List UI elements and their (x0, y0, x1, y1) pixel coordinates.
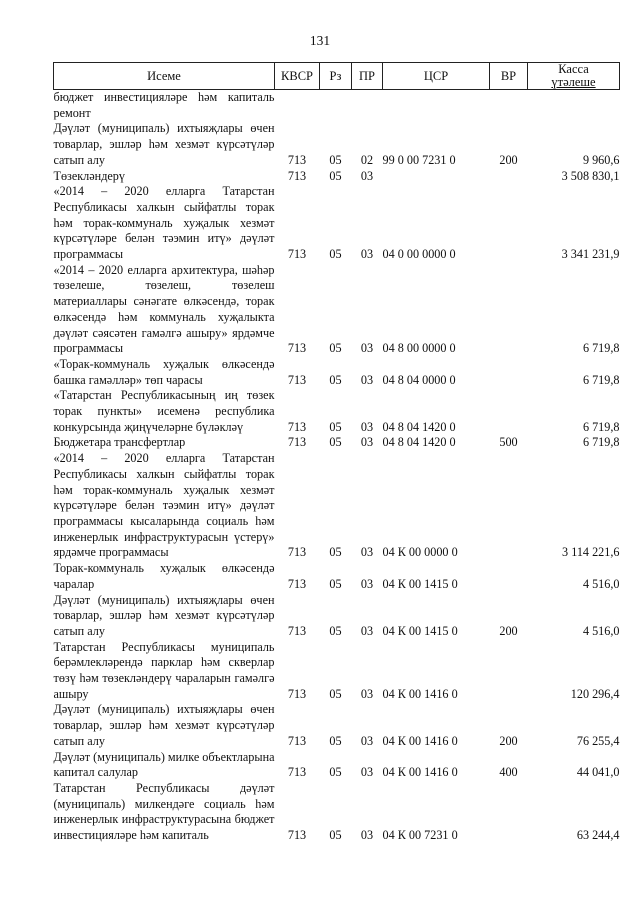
header-kassa-line2: үтәлеше (551, 75, 596, 89)
table-row (54, 184, 620, 263)
table-row (54, 357, 620, 388)
row-pr: 02 (360, 152, 374, 167)
row-vr (490, 781, 528, 844)
row-pr: 03 (360, 765, 374, 780)
row-pr: 03 (360, 828, 374, 843)
header-csr: ЦСР (383, 63, 490, 90)
row-rz: 05 (329, 765, 342, 780)
row-rz: 05 (329, 435, 342, 450)
row-vr (490, 90, 528, 122)
row-kvsr (275, 90, 320, 122)
row-vr (490, 561, 528, 592)
table-row (54, 121, 620, 168)
row-rz: 05 (329, 545, 342, 560)
row-vr: 500 (499, 435, 518, 450)
row-kvsr: 713 (287, 435, 307, 450)
table-row (54, 702, 620, 749)
row-name: Дәүләт (муниципаль) ихтыяҗлары өчен товарлар, эшләр һәм хезмәт күрсәтүләр сатып алу (53, 592, 275, 638)
header-kassa-line1: Касса (558, 62, 589, 76)
table-row (54, 90, 620, 122)
row-amount: 3 508 830,1 (561, 168, 620, 183)
row-name: Бюджетара трансфертлар (53, 435, 186, 450)
row-vr (490, 640, 528, 703)
row-name: Татарстан Республикасы муниципаль берәмлекләрендә парклар һәм скверлар төзү һәм төзекләндерү чараларын гамәлгә ашыру (53, 639, 275, 701)
row-vr (490, 357, 528, 388)
table-row (54, 593, 620, 640)
row-kvsr: 713 (287, 686, 307, 701)
row-vr: 200 (499, 152, 518, 167)
row-csr: 04 8 00 0000 0 (382, 341, 456, 356)
row-amount: 6 719,8 (582, 372, 620, 387)
row-csr (383, 169, 490, 185)
row-pr: 03 (360, 733, 374, 748)
row-vr: 200 (499, 623, 518, 638)
row-kvsr: 713 (287, 733, 307, 748)
row-vr (490, 184, 528, 263)
header-kassa (528, 63, 620, 90)
row-amount: 6 719,8 (582, 341, 620, 356)
row-amount: 9 960,6 (582, 152, 620, 167)
row-amount: 63 244,4 (576, 828, 620, 843)
header-vr: ВР (490, 63, 528, 90)
table-row (54, 640, 620, 703)
row-csr: 04 К 00 1416 0 (382, 765, 458, 780)
row-kvsr: 713 (287, 152, 307, 167)
row-amount: 120 296,4 (570, 686, 620, 701)
row-name: Дәүләт (муниципаль) ихтыяҗлары өчен товарлар, эшләр һәм хезмәт күрсәтүләр сатып алу (53, 702, 275, 748)
row-amount: 6 719,8 (582, 419, 620, 434)
row-amount: 76 255,4 (576, 733, 620, 748)
table-row (54, 561, 620, 592)
table-row (54, 781, 620, 844)
row-kvsr: 713 (287, 828, 307, 843)
page-number: 131 (309, 33, 331, 48)
row-pr (352, 90, 383, 122)
row-pr: 03 (360, 372, 374, 387)
row-kvsr: 713 (287, 372, 307, 387)
table-row (54, 388, 620, 435)
row-csr: 04 К 00 1416 0 (382, 733, 458, 748)
row-name: Дәүләт (муниципаль) ихтыяҗлары өчен товарлар, эшләр һәм хезмәт күрсәтүләр сатып алу (53, 121, 275, 167)
table-header-row (54, 63, 620, 90)
row-rz: 05 (329, 733, 342, 748)
row-amount: 4 516,0 (582, 576, 620, 591)
table-row (54, 451, 620, 561)
row-name: «2014 – 2020 елларга Татарстан Республикасы халкын сыйфатлы торак һәм торак-коммуналь хуҗалык хезмәт күрсәтүләре белән тәэмин итү» дәүләт программасы (53, 184, 275, 262)
row-rz: 05 (329, 341, 342, 356)
row-pr: 03 (360, 545, 374, 560)
row-rz: 05 (329, 686, 342, 701)
row-vr (490, 263, 528, 357)
row-name: Татарстан Республикасы дәүләт (муниципаль) милкендәге социаль һәм инженерлык инфраструктурасына бюджет инвестицияләре һәм капиталь (53, 780, 275, 843)
row-csr: 04 8 04 1420 0 (382, 435, 456, 450)
row-rz (320, 90, 352, 122)
row-kvsr: 713 (287, 623, 307, 638)
row-name: бюджет инвестицияләре һәм капиталь ремонт (53, 90, 275, 120)
row-name: «2014 – 2020 елларга архитектура, шәһәр төзелеше, төзелеш, төзелеш материаллары сәнәгате өлкәсендә, торак өлкәсендә һәм коммуналь хуҗалыкта дәүләт сәясәтен гамәлгә ашыру» ярдәмче программасы (53, 262, 275, 356)
table-row (54, 435, 620, 451)
row-amount: 4 516,0 (582, 623, 620, 638)
row-vr (490, 169, 528, 185)
row-kvsr: 713 (287, 419, 307, 434)
table-row (54, 750, 620, 781)
row-pr: 03 (360, 341, 374, 356)
row-rz: 05 (329, 576, 342, 591)
row-pr: 03 (360, 419, 374, 434)
row-pr: 03 (360, 435, 374, 450)
row-kvsr: 713 (287, 341, 307, 356)
row-csr: 04 0 00 0000 0 (382, 247, 456, 262)
row-kvsr: 713 (287, 576, 307, 591)
row-rz: 05 (329, 372, 342, 387)
row-rz: 05 (329, 828, 342, 843)
row-name: Дәүләт (муниципаль) милке объектларына капитал салулар (53, 749, 275, 780)
row-rz: 05 (329, 168, 342, 183)
row-csr: 04 К 00 7231 0 (382, 828, 458, 843)
row-csr: 99 0 00 7231 0 (382, 152, 456, 167)
row-name: Төзекләндерү (53, 168, 125, 183)
row-csr: 04 8 04 0000 0 (382, 372, 456, 387)
row-amount: 6 719,8 (582, 435, 620, 450)
row-rz: 05 (329, 419, 342, 434)
row-name: Торак-коммуналь хуҗалык өлкәсендә чаралар (53, 561, 275, 591)
row-csr: 04 К 00 1415 0 (382, 623, 458, 638)
row-kvsr: 713 (287, 247, 307, 262)
row-name: «2014 – 2020 елларга Татарстан Республикасы халкын сыйфатлы торак һәм торак-коммуналь хуҗалык хезмәт күрсәтүләре белән тәэмин итү» дәүләт программасы кысаларында социаль һәм инженерлык инфраструктурасын үстерү» ярдәмче программасы (53, 451, 275, 560)
budget-table (53, 62, 620, 844)
row-pr: 03 (360, 623, 374, 638)
row-kvsr: 713 (287, 168, 307, 183)
row-kvsr: 713 (287, 765, 307, 780)
row-pr: 03 (360, 247, 374, 262)
row-name: «Торак-коммуналь хуҗалык өлкәсендә башка гамәлләр» төп чарасы (53, 356, 275, 387)
row-vr (490, 388, 528, 435)
row-amount (528, 90, 620, 122)
row-name: «Татарстан Республикасының иң төзек торак пункты» исеменә республика конкурсында җиңүчеләрне бүләкләү (53, 388, 275, 434)
row-vr: 400 (499, 765, 518, 780)
row-kvsr: 713 (287, 545, 307, 560)
header-kvsr: КВСР (275, 63, 320, 90)
row-rz: 05 (329, 152, 342, 167)
row-pr: 03 (360, 686, 374, 701)
row-csr: 04 К 00 1415 0 (382, 576, 458, 591)
row-pr: 03 (360, 168, 374, 183)
header-name: Исеме (54, 63, 275, 90)
row-amount: 3 341 231,9 (561, 247, 620, 262)
header-rz: Рз (320, 63, 352, 90)
row-pr: 03 (360, 576, 374, 591)
row-vr: 200 (499, 733, 518, 748)
row-csr: 04 К 00 0000 0 (382, 545, 458, 560)
row-amount: 3 114 221,6 (562, 545, 620, 560)
row-rz: 05 (329, 623, 342, 638)
header-pr: ПР (352, 63, 383, 90)
row-rz: 05 (329, 247, 342, 262)
row-amount: 44 041,0 (576, 765, 620, 780)
row-csr: 04 К 00 1416 0 (382, 686, 458, 701)
row-csr: 04 8 04 1420 0 (382, 419, 456, 434)
table-row (54, 263, 620, 357)
table-row (54, 169, 620, 185)
row-csr (383, 90, 490, 122)
row-vr (490, 451, 528, 561)
